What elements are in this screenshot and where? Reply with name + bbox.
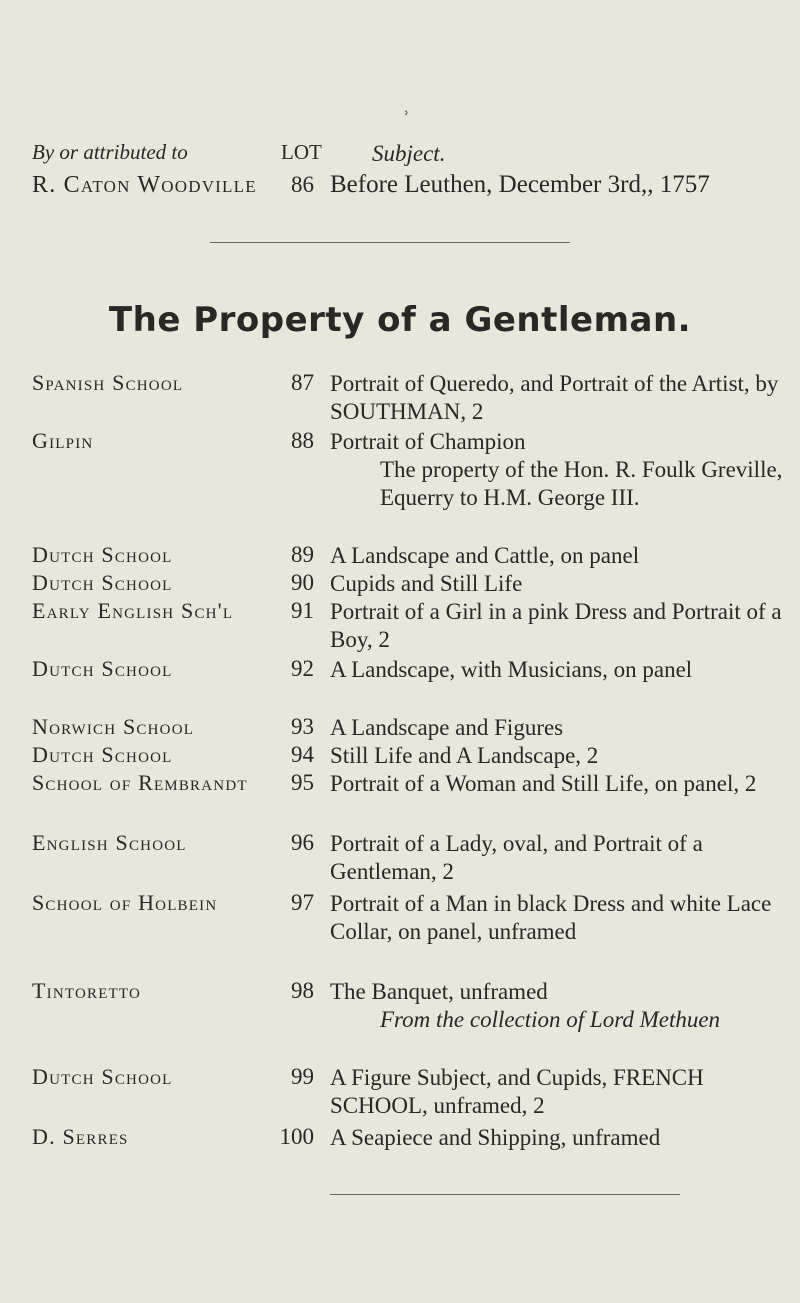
artist-attribution: Early English Sch'l xyxy=(32,598,234,623)
lot-provenance xyxy=(330,1006,790,1034)
lot-subject: Portrait of a Woman and Still Life, on panel, 2 xyxy=(330,771,757,796)
artist-attribution: Dutch School xyxy=(32,742,173,767)
lot-number: 96 xyxy=(291,830,314,855)
lot-subject xyxy=(330,978,790,1034)
lot-subject xyxy=(330,428,790,512)
lot-number: 94 xyxy=(291,742,314,767)
lot-number: 97 xyxy=(291,890,314,915)
artist-attribution: Tintoretto xyxy=(32,978,142,1003)
divider-rule xyxy=(330,1194,680,1195)
artist-attribution: Dutch School xyxy=(32,542,173,567)
lot-number: 93 xyxy=(291,714,314,739)
lot-number: 89 xyxy=(291,542,314,567)
section-title: The Property of a Gentleman. xyxy=(108,300,692,340)
artist-attribution: Norwich School xyxy=(32,714,195,739)
artist-attribution: School of Rembrandt xyxy=(32,770,248,795)
lot-number: 88 xyxy=(291,428,314,453)
artist-attribution: Dutch School xyxy=(32,656,173,681)
lot-subject: A Landscape and Figures xyxy=(330,715,564,740)
lot-subject: A Landscape and Cattle, on panel xyxy=(330,543,640,568)
lot-number: 95 xyxy=(291,770,314,795)
artist-attribution: Dutch School xyxy=(32,1064,173,1089)
lot-subject: Before Leuthen, December 3rd,, 1757 xyxy=(330,171,710,198)
page-mark: ʾ xyxy=(404,108,410,129)
artist-attribution: Gilpin xyxy=(32,428,94,453)
artist-attribution: D. Serres xyxy=(32,1124,129,1149)
artist-attribution: R. Caton Woodville xyxy=(32,172,257,198)
lot-subject-title: Portrait of Champion xyxy=(330,429,526,454)
lot-subject: Still Life and A Landscape, 2 xyxy=(330,743,599,768)
lot-provenance: The property of the Hon. R. Foulk Greville, Equerry to H.M. George III. xyxy=(380,457,783,510)
lot-number: 87 xyxy=(291,370,314,395)
lot-subject-title: The Banquet, unframed xyxy=(330,979,548,1004)
divider-rule xyxy=(210,242,570,243)
column-header-lot: LOT xyxy=(281,140,322,164)
lot-subject: Cupids and Still Life xyxy=(330,571,523,596)
lot-number: 99 xyxy=(291,1064,314,1089)
lot-subject: A Figure Subject, and Cupids, FRENCH SCHOOL, unframed, 2 xyxy=(330,1065,704,1118)
artist-attribution: English School xyxy=(32,830,187,855)
column-header-subject: Subject. xyxy=(372,141,446,166)
lot-number: 91 xyxy=(291,598,314,623)
column-header-attribution: By or attributed to xyxy=(32,140,188,164)
lot-number: 100 xyxy=(279,1124,314,1149)
artist-attribution: School of Holbein xyxy=(32,890,218,915)
lot-number: 90 xyxy=(291,570,314,595)
lot-subject: Portrait of Queredo, and Portrait of the Artist, by SOUTHMAN, 2 xyxy=(330,371,779,424)
artist-attribution: Spanish School xyxy=(32,370,184,395)
lot-subject: A Landscape, with Musicians, on panel xyxy=(330,657,693,682)
lot-subject: Portrait of a Lady, oval, and Portrait of a Gentleman, 2 xyxy=(330,831,703,884)
lot-subject: Portrait of a Girl in a pink Dress and Portrait of a Boy, 2 xyxy=(330,599,782,652)
lot-subject: A Seapiece and Shipping, unframed xyxy=(330,1125,661,1150)
lot-number: 98 xyxy=(291,978,314,1003)
lot-number: 92 xyxy=(291,656,314,681)
artist-attribution: Dutch School xyxy=(32,570,173,595)
lot-provenance-text: From the collection of Lord Methuen xyxy=(380,1007,721,1032)
lot-subject: Portrait of a Man in black Dress and white Lace Collar, on panel, unframed xyxy=(330,891,772,944)
lot-number: 86 xyxy=(291,172,314,197)
